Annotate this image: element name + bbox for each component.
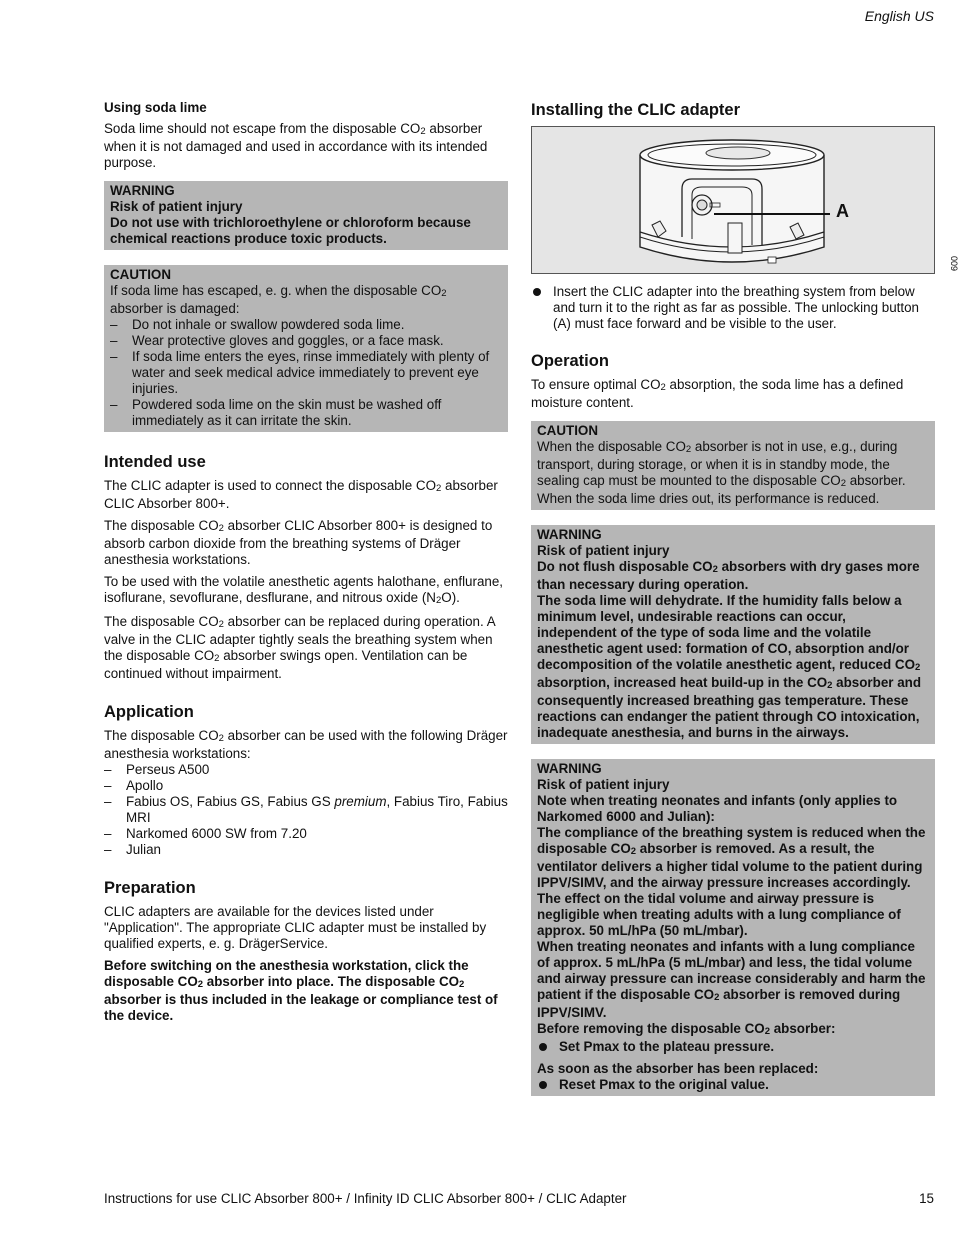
warning-title: Risk of patient injury bbox=[537, 543, 670, 558]
warning-text: Do not flush disposable CO2 absorbers with dry gases more than necessary during operation. bbox=[537, 559, 920, 592]
intended-use-paragraph: The disposable CO2 absorber can be replaced during operation. A valve in the CLIC adapter tightly seals the breathing system when the disposable CO2 absorber swings open. Ventilation can be continued without impairment. bbox=[104, 614, 495, 681]
warning-title: Risk of patient injury bbox=[537, 777, 670, 792]
application-heading: Application bbox=[104, 703, 194, 721]
warning-label: WARNING bbox=[537, 527, 602, 542]
list-item: – Fabius OS, Fabius GS, Fabius GS premium, Fabius Tiro, Fabius MRI bbox=[104, 794, 508, 826]
warning-steps bbox=[537, 1077, 929, 1093]
intended-use-paragraph: The disposable CO2 absorber CLIC Absorber 800+ is designed to absorb carbon dioxide from the breathing systems of Dräger anesthesia workstations. bbox=[104, 518, 493, 567]
list-item: Insert the CLIC adapter into the breathing system from below and turn it to the right as far as possible. The unlocking button (A) must face forward and be visible to the user. bbox=[531, 284, 935, 332]
warning-text: When treating neonates and infants with a lung compliance of approx. 5 mL/hPa (5 mL/mbar) and less, the tidal volume and airway pressure can increase considerably and harm the patient if the disposable CO2 absorber is removed during IPPV/SIMV. bbox=[537, 939, 926, 1020]
soda-lime-heading: Using soda lime bbox=[104, 100, 207, 115]
install-steps bbox=[531, 284, 935, 332]
preparation-paragraph: CLIC adapters are available for the devices listed under "Application". The appropriate CLIC adapter must be installed by qualified experts, e. g. DrägerService. bbox=[104, 904, 487, 951]
warning-steps bbox=[537, 1039, 929, 1055]
intended-use-paragraph: The CLIC adapter is used to connect the disposable CO2 absorber CLIC Absorber 800+. bbox=[104, 478, 498, 511]
list-item: – Julian bbox=[104, 842, 508, 858]
warning-label: WARNING bbox=[537, 761, 602, 776]
figure-number: 009 bbox=[949, 255, 959, 271]
preparation-bold-paragraph: Before switching on the anesthesia workstation, click the disposable CO2 absorber into place. The disposable CO2 absorber is thus included in the leakage or compliance test of the device. bbox=[104, 958, 498, 1023]
page-number: 15 bbox=[919, 1191, 934, 1206]
warning-label: WARNING bbox=[110, 183, 175, 198]
left-column bbox=[104, 100, 508, 1024]
list-item: – Powdered soda lime on the skin must be washed off immediately as it can irritate the skin. bbox=[110, 397, 502, 429]
caution-box bbox=[104, 265, 508, 432]
caution-label: CAUTION bbox=[110, 267, 171, 282]
warning-box bbox=[104, 181, 508, 250]
warning-text: As soon as the absorber has been replaced: bbox=[537, 1061, 819, 1076]
footer-title: Instructions for use CLIC Absorber 800+ / Infinity ID CLIC Absorber 800+ / CLIC Adapter bbox=[104, 1191, 627, 1206]
application-list bbox=[104, 762, 508, 858]
caution-list bbox=[110, 317, 502, 429]
install-heading: Installing the CLIC adapter bbox=[531, 101, 741, 119]
intended-use-paragraph: To be used with the volatile anesthetic agents halothane, enflurane, isoflurane, sevoflurane, desflurane, and nitrous oxide (N2O). bbox=[104, 574, 504, 606]
warning-note: Note when treating neonates and infants (only applies to Narkomed 6000 and Julian): bbox=[537, 793, 898, 824]
caution-box bbox=[531, 421, 935, 510]
list-item: – Narkomed 6000 SW from 7.20 bbox=[104, 826, 508, 842]
clic-adapter-figure bbox=[531, 126, 959, 274]
warning-text: The compliance of the breathing system is reduced when the disposable CO2 absorber is removed. As a result, the ventilator delivers a higher tidal volume to the patient during IPPV/SIMV, and the airway pressure increases accordingly. The effect on the tidal volume and airway pressure is negligible when treating adults with a lung compliance of approx. 50 mL/hPa (50 mL/mbar). bbox=[537, 825, 926, 938]
soda-lime-paragraph: Soda lime should not escape from the disposable CO2 absorber when it is not damaged and used in accordance with its intended purpose. bbox=[104, 121, 488, 170]
preparation-heading: Preparation bbox=[104, 879, 196, 897]
clic-adapter-illustration bbox=[532, 127, 934, 273]
warning-title: Risk of patient injury bbox=[110, 199, 243, 214]
operation-paragraph: To ensure optimal CO2 absorption, the soda lime has a defined moisture content. bbox=[531, 377, 904, 410]
list-item: – Perseus A500 bbox=[104, 762, 508, 778]
warning-box bbox=[531, 525, 935, 744]
right-column bbox=[531, 100, 959, 1096]
operation-heading: Operation bbox=[531, 352, 609, 370]
warning-text: The soda lime will dehydrate. If the humidity falls below a minimum level, undesirable reactions can occur, independent of the type of soda lime and the volatile anesthetic agent used: formation of CO, absorption and/or decomposition of the volatile anesthetic agent, reduced CO2 absorption, increased heat build-up in the CO2 absorber and consequently increased breathing gas temperature. These reactions can endanger the patient through CO intoxication, inadequate anesthesia, and burns in the airways. bbox=[537, 593, 922, 740]
caution-text: When the disposable CO2 absorber is not in use, e.g., during transport, during storage, or when it is in standby mode, the sealing cap must be mounted to the disposable CO2 absorber. When the soda lime dries out, its performance is reduced. bbox=[537, 439, 906, 506]
list-item: – Apollo bbox=[104, 778, 508, 794]
intended-use-heading: Intended use bbox=[104, 453, 206, 471]
application-paragraph: The disposable CO2 absorber can be used with the following Dräger anesthesia workstations: bbox=[104, 728, 508, 761]
list-item: Reset Pmax to the original value. bbox=[537, 1077, 929, 1093]
warning-text: Do not use with trichloroethylene or chloroform because chemical reactions produce toxic products. bbox=[110, 215, 471, 246]
list-item: – Do not inhale or swallow powdered soda lime. bbox=[110, 317, 502, 333]
list-item: – If soda lime enters the eyes, rinse immediately with plenty of water and seek medical advice immediately to prevent eye injuries. bbox=[110, 349, 502, 397]
warning-text: Before removing the disposable CO2 absorber: bbox=[537, 1021, 836, 1037]
language-label: English US bbox=[864, 8, 934, 24]
caution-intro: If soda lime has escaped, e. g. when the disposable CO2 absorber is damaged: bbox=[110, 283, 447, 316]
figure-label-a: A bbox=[836, 201, 849, 221]
page-footer bbox=[104, 1191, 934, 1207]
caution-label: CAUTION bbox=[537, 423, 598, 438]
warning-box bbox=[531, 759, 935, 1096]
list-item: Set Pmax to the plateau pressure. bbox=[537, 1039, 929, 1055]
list-item: – Wear protective gloves and goggles, or a face mask. bbox=[110, 333, 502, 349]
